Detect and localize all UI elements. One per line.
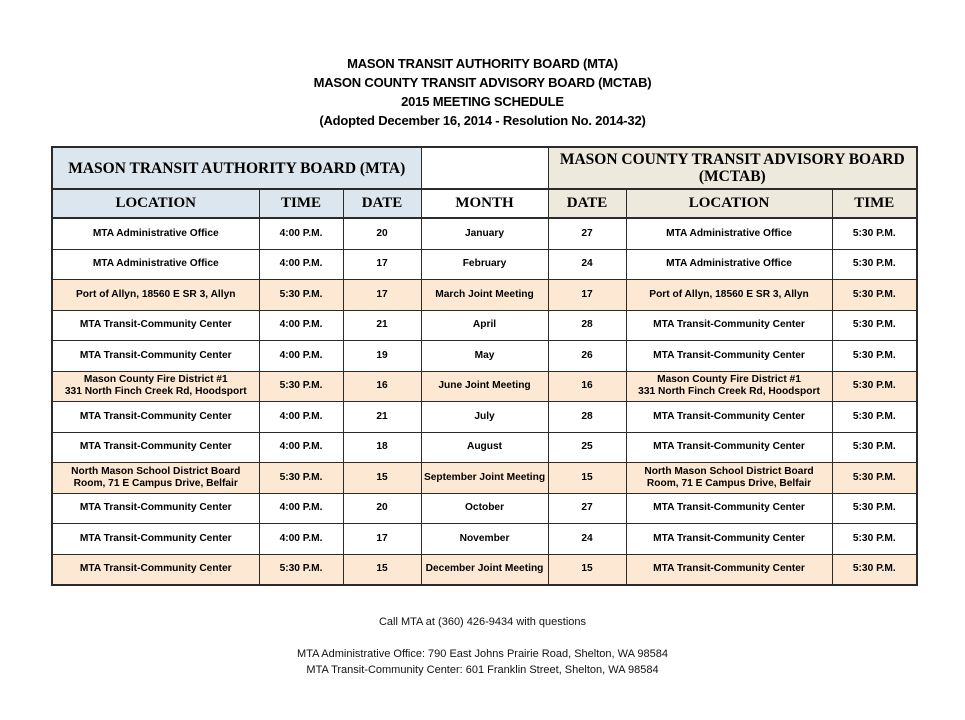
month-title-spacer bbox=[421, 147, 548, 189]
mctab-time-cell: 5:30 P.M. bbox=[832, 341, 917, 372]
mctab-location-cell bbox=[626, 310, 832, 341]
document-titles bbox=[0, 54, 965, 130]
mctab-location-cell bbox=[626, 249, 832, 280]
mta-location-line1: Mason County Fire District #1 bbox=[83, 374, 228, 386]
mctab-time-cell: 5:30 P.M. bbox=[832, 402, 917, 433]
header-mta-location: LOCATION bbox=[52, 189, 259, 218]
month-cell: March Joint Meeting bbox=[421, 280, 548, 311]
mta-location-cell bbox=[52, 280, 259, 311]
month-cell: April bbox=[421, 310, 548, 341]
month-cell: September Joint Meeting bbox=[421, 463, 548, 494]
mctab-date-cell: 24 bbox=[548, 249, 626, 280]
schedule-row bbox=[52, 371, 917, 402]
schedule-row bbox=[52, 432, 917, 463]
mta-location-line1: MTA Transit-Community Center bbox=[79, 441, 232, 453]
mta-date-cell: 21 bbox=[343, 310, 421, 341]
mctab-location-line1: MTA Administrative Office bbox=[666, 258, 792, 270]
mctab-location-cell bbox=[626, 218, 832, 249]
mctab-location-line1: MTA Transit-Community Center bbox=[653, 349, 805, 361]
mctab-location-line1: MTA Transit-Community Center bbox=[653, 502, 805, 514]
mta-date-cell: 17 bbox=[343, 249, 421, 280]
mctab-time-cell: 5:30 P.M. bbox=[832, 371, 917, 402]
mctab-date-cell: 24 bbox=[548, 524, 626, 555]
mta-date-cell: 18 bbox=[343, 432, 421, 463]
mctab-time-cell: 5:30 P.M. bbox=[832, 493, 917, 524]
schedule-row bbox=[52, 310, 917, 341]
mta-location-cell bbox=[52, 493, 259, 524]
mctab-date-cell: 26 bbox=[548, 341, 626, 372]
mctab-time-cell: 5:30 P.M. bbox=[832, 524, 917, 555]
title-mctab: MASON COUNTY TRANSIT ADVISORY BOARD (MCTAB) bbox=[313, 75, 652, 90]
mctab-location-line2: Room, 71 E Campus Drive, Belfair bbox=[646, 477, 812, 489]
mta-time-cell: 4:00 P.M. bbox=[259, 493, 343, 524]
mta-location-cell bbox=[52, 463, 259, 494]
mctab-date-cell: 17 bbox=[548, 280, 626, 311]
mctab-location-cell bbox=[626, 402, 832, 433]
mta-time-cell: 4:00 P.M. bbox=[259, 249, 343, 280]
mctab-location-line1: MTA Transit-Community Center bbox=[653, 563, 805, 575]
mctab-location-cell bbox=[626, 341, 832, 372]
schedule-row bbox=[52, 341, 917, 372]
mta-location-cell bbox=[52, 371, 259, 402]
header-mctab-location: LOCATION bbox=[626, 189, 832, 218]
mctab-location-cell bbox=[626, 371, 832, 402]
mta-location-cell bbox=[52, 310, 259, 341]
mta-time-cell: 4:00 P.M. bbox=[259, 402, 343, 433]
month-cell: October bbox=[421, 493, 548, 524]
schedule-row bbox=[52, 463, 917, 494]
mta-time-cell: 5:30 P.M. bbox=[259, 280, 343, 311]
mctab-location-line1: North Mason School District Board bbox=[644, 465, 814, 477]
meeting-schedule-table bbox=[51, 146, 918, 586]
mta-location-line1: MTA Administrative Office bbox=[92, 258, 219, 270]
mta-location-line1: MTA Transit-Community Center bbox=[79, 349, 232, 361]
mctab-location-line1: MTA Transit-Community Center bbox=[653, 410, 805, 422]
mta-location-line1: MTA Administrative Office bbox=[92, 227, 219, 239]
mctab-date-cell: 27 bbox=[548, 493, 626, 524]
mctab-time-cell: 5:30 P.M. bbox=[832, 432, 917, 463]
mta-location-line2: Room, 71 E Campus Drive, Belfair bbox=[73, 477, 238, 489]
mctab-time-cell: 5:30 P.M. bbox=[832, 249, 917, 280]
mta-location-line1: MTA Transit-Community Center bbox=[79, 410, 232, 422]
mctab-location-line2: 331 North Finch Creek Rd, Hoodsport bbox=[638, 386, 820, 398]
mctab-location-cell bbox=[626, 463, 832, 494]
mctab-location-line1: MTA Transit-Community Center bbox=[653, 532, 805, 544]
mta-location-cell bbox=[52, 341, 259, 372]
header-mta-time: TIME bbox=[259, 189, 343, 218]
schedule-row bbox=[52, 493, 917, 524]
mta-date-cell: 15 bbox=[343, 463, 421, 494]
mctab-location-cell bbox=[626, 280, 832, 311]
mta-date-cell: 21 bbox=[343, 402, 421, 433]
column-header-row bbox=[52, 189, 917, 218]
mta-location-line1: Port of Allyn, 18560 E SR 3, Allyn bbox=[76, 288, 236, 300]
mctab-time-cell: 5:30 P.M. bbox=[832, 218, 917, 249]
schedule-row bbox=[52, 218, 917, 249]
mctab-time-cell: 5:30 P.M. bbox=[832, 554, 917, 585]
title-mta: MASON TRANSIT AUTHORITY BOARD (MTA) bbox=[347, 56, 618, 71]
mta-time-cell: 5:30 P.M. bbox=[259, 463, 343, 494]
mta-time-cell: 4:00 P.M. bbox=[259, 341, 343, 372]
mctab-date-cell: 28 bbox=[548, 310, 626, 341]
mctab-date-cell: 15 bbox=[548, 554, 626, 585]
mctab-time-cell: 5:30 P.M. bbox=[832, 310, 917, 341]
mta-location-cell bbox=[52, 524, 259, 555]
mctab-date-cell: 25 bbox=[548, 432, 626, 463]
mta-time-cell: 4:00 P.M. bbox=[259, 524, 343, 555]
mta-time-cell: 5:30 P.M. bbox=[259, 554, 343, 585]
month-cell: December Joint Meeting bbox=[421, 554, 548, 585]
month-cell: January bbox=[421, 218, 548, 249]
mta-location-line2: 331 North Finch Creek Rd, Hoodsport bbox=[64, 386, 247, 398]
month-cell: August bbox=[421, 432, 548, 463]
mctab-date-cell: 15 bbox=[548, 463, 626, 494]
mctab-location-line1: MTA Administrative Office bbox=[666, 227, 792, 239]
mta-location-line1: MTA Transit-Community Center bbox=[79, 563, 232, 575]
footer-contact: Call MTA at (360) 426-9434 with questions bbox=[378, 616, 587, 628]
schedule-row bbox=[52, 524, 917, 555]
schedule-row bbox=[52, 249, 917, 280]
mta-location-cell bbox=[52, 554, 259, 585]
month-cell: May bbox=[421, 341, 548, 372]
mta-location-line1: North Mason School District Board bbox=[71, 465, 241, 477]
mta-date-cell: 20 bbox=[343, 218, 421, 249]
mctab-location-line1: Port of Allyn, 18560 E SR 3, Allyn bbox=[649, 288, 809, 300]
mctab-location-cell bbox=[626, 554, 832, 585]
mctab-location-cell bbox=[626, 432, 832, 463]
mctab-time-cell: 5:30 P.M. bbox=[832, 463, 917, 494]
mta-date-cell: 17 bbox=[343, 280, 421, 311]
mctab-time-cell: 5:30 P.M. bbox=[832, 280, 917, 311]
mta-time-cell: 5:30 P.M. bbox=[259, 371, 343, 402]
schedule-rows bbox=[52, 218, 917, 585]
mta-location-cell bbox=[52, 249, 259, 280]
mta-date-cell: 19 bbox=[343, 341, 421, 372]
header-mctab-date: DATE bbox=[548, 189, 626, 218]
mta-location-line1: MTA Transit-Community Center bbox=[79, 502, 232, 514]
schedule-row bbox=[52, 554, 917, 585]
mctab-location-cell bbox=[626, 524, 832, 555]
month-cell: June Joint Meeting bbox=[421, 371, 548, 402]
mta-location-line1: MTA Transit-Community Center bbox=[79, 532, 232, 544]
mta-board-title: MASON TRANSIT AUTHORITY BOARD (MTA) bbox=[52, 147, 421, 189]
mta-date-cell: 17 bbox=[343, 524, 421, 555]
mctab-date-cell: 16 bbox=[548, 371, 626, 402]
mctab-date-cell: 28 bbox=[548, 402, 626, 433]
mta-location-cell bbox=[52, 402, 259, 433]
mta-location-line1: MTA Transit-Community Center bbox=[79, 319, 232, 331]
title-adopted: (Adopted December 16, 2014 - Resolution No. 2014-32) bbox=[319, 113, 646, 128]
header-month: MONTH bbox=[421, 189, 548, 218]
mctab-location-line1: Mason County Fire District #1 bbox=[657, 374, 801, 386]
mta-time-cell: 4:00 P.M. bbox=[259, 432, 343, 463]
mta-time-cell: 4:00 P.M. bbox=[259, 310, 343, 341]
footer-community-center: MTA Transit-Community Center: 601 Franklin Street, Shelton, WA 98584 bbox=[306, 664, 659, 676]
board-title-row bbox=[52, 147, 917, 189]
mta-date-cell: 16 bbox=[343, 371, 421, 402]
mta-location-cell bbox=[52, 432, 259, 463]
schedule-row bbox=[52, 280, 917, 311]
month-cell: November bbox=[421, 524, 548, 555]
mta-date-cell: 15 bbox=[343, 554, 421, 585]
mctab-board-title: MASON COUNTY TRANSIT ADVISORY BOARD (MCTAB) bbox=[548, 147, 917, 189]
header-mctab-time: TIME bbox=[832, 189, 917, 218]
title-schedule: 2015 MEETING SCHEDULE bbox=[401, 94, 564, 109]
mta-time-cell: 4:00 P.M. bbox=[259, 218, 343, 249]
mctab-location-line1: MTA Transit-Community Center bbox=[653, 441, 805, 453]
mta-date-cell: 20 bbox=[343, 493, 421, 524]
header-mta-date: DATE bbox=[343, 189, 421, 218]
mctab-location-cell bbox=[626, 493, 832, 524]
mctab-location-line1: MTA Transit-Community Center bbox=[653, 319, 805, 331]
month-cell: February bbox=[421, 249, 548, 280]
footer-admin-office: MTA Administrative Office: 790 East Johns Prairie Road, Shelton, WA 98584 bbox=[297, 648, 668, 660]
mta-location-cell bbox=[52, 218, 259, 249]
mctab-date-cell: 27 bbox=[548, 218, 626, 249]
month-cell: July bbox=[421, 402, 548, 433]
schedule-row bbox=[52, 402, 917, 433]
